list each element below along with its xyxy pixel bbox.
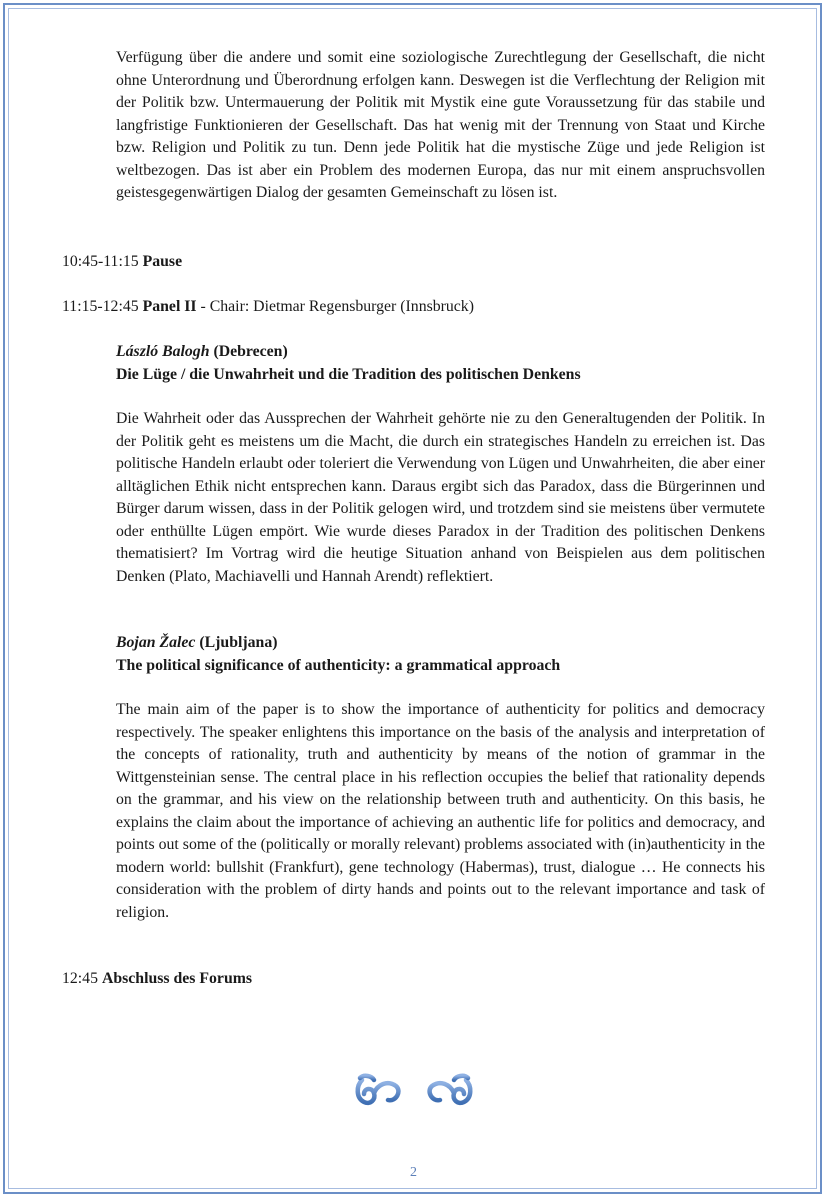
panel-entry [62,296,762,319]
talk-2-title: The political significance of authenticity: a grammatical approach [116,656,561,674]
panel-label: Panel II [142,298,197,315]
talk-2-location: (Ljubljana) [199,634,278,651]
closing-time: 12:45 [62,970,98,987]
panel-chair: - Chair: Dietmar Regensburger (Innsbruck) [196,298,474,315]
panel-time: 11:15-12:45 [62,298,139,315]
fleuron-ornament-icon [352,1068,476,1112]
intro-paragraph: Verfügung über die andere und somit eine soziologische Zurechtlegung der Gesellschaft, die nicht ohne Unterordnung und Überordnung erfolgen kann. Deswegen ist die Verflechtung der Religion mit der Politik bzw. Untermauerung der Politik mit Mystik eine gute Voraussetzung für das stabile und langfristige Funktionieren der Gesellschaft. Das hat wenig mit der Trennung von Staat und Kirche bzw. Religion und Politik zu tun. Denn jede Politik hat die mystische Züge und jede Religion ist weltbezogen. Das ist aber ein Problem des modernen Europa, das nur mit einem anspruchsvollen geistesgegenwärtigen Dialog der gesamten Gemeinschaft zu lösen ist. [116,49,765,201]
talk-1-speaker: László Balogh [116,343,210,360]
talk-1-location: (Debrecen) [213,343,288,360]
talk-2-header [116,632,765,677]
pause-label: Pause [142,253,183,270]
closing-entry [62,968,762,991]
talk-1-header [116,341,765,386]
talk-2-speaker: Bojan Žalec [116,634,196,651]
closing-label: Abschluss des Forums [101,970,253,987]
pause-time: 10:45-11:15 [62,253,139,270]
talk-1-title: Die Lüge / die Unwahrheit und die Tradition des politischen Denkens [116,365,581,383]
pause-entry [62,251,762,274]
page-number: 2 [410,1165,417,1180]
talk-1-abstract: Die Wahrheit oder das Aussprechen der Wahrheit gehörte nie zu den Generaltugenden der Politik. In der Politik geht es meistens um die Macht, die durch ein strategisches Handeln zu erreichen ist. Das politische Handeln erlaubt oder toleriert die Verwendung von Lügen und Unwahrheiten, die aber einer alltäglichen Ethik nicht entsprechen kann. Daraus ergibt sich das Paradox, dass die Bürgerinnen und Bürger darum wissen, dass in der Politik gelogen wird, und trotzdem sind sie meistens über vermutete oder enthüllte Lügen empört. Wie wurde dieses Paradox in der Tradition des politischen Denkens thematisiert? Im Vortrag wird die heutige Situation anhand von Beispielen aus dem politischen Denken (Plato, Machiavelli und Hannah Arendt) reflektiert. [116,410,765,585]
talk-2-abstract: The main aim of the paper is to show the importance of authenticity for politics and democracy respectively. The speaker enlightens this importance on the basis of the analysis and interpretation of the concepts of rationality, truth and authenticity by means of the notion of grammar in the Wittgensteinian sense. The central place in his reflection occupies the belief that rationality depends on the grammar, and his view on the relationship between truth and authenticity. On this basis, he explains the claim about the importance of achieving an authentic life for politics and democracy, and points out some of the (politically or morally relevant) problems associated with (in)authenticity in the modern world: bullshit (Frankfurt), gene technology (Habermas), trust, dialogue … He connects his consideration with the problem of dirty hands and points out to the relevant importance and task of religion. [116,701,765,921]
